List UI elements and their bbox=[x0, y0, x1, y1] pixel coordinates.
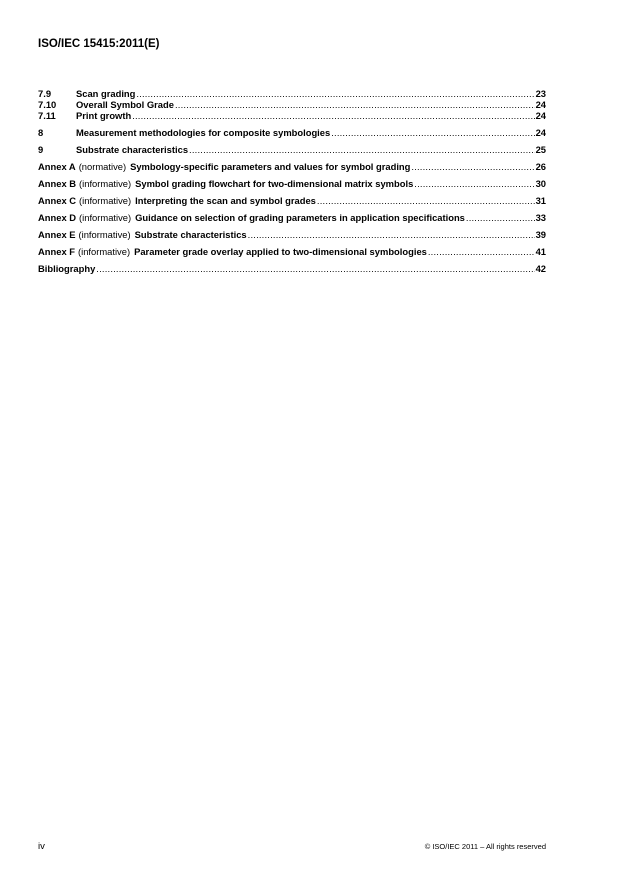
annex-label: Annex E bbox=[38, 229, 76, 240]
annex-page: 39 bbox=[535, 229, 546, 240]
toc-entry-page: 23 bbox=[535, 88, 546, 99]
annex-page: 26 bbox=[535, 161, 546, 172]
toc-entry[interactable] bbox=[38, 110, 546, 121]
annex-page: 30 bbox=[535, 178, 546, 189]
toc-entry-title: Scan grading bbox=[76, 88, 136, 99]
annex-label: Annex C bbox=[38, 195, 77, 206]
annex-title: Substrate characteristics bbox=[134, 229, 247, 240]
toc-entry-number: 7.9 bbox=[38, 88, 52, 99]
toc-entry-title: Print growth bbox=[76, 110, 132, 121]
toc-annex-entry[interactable] bbox=[38, 161, 546, 172]
annex-label: Annex A bbox=[38, 161, 76, 172]
annex-kind: (informative) bbox=[79, 178, 132, 189]
table-of-contents bbox=[38, 88, 546, 274]
toc-entry[interactable] bbox=[38, 88, 546, 99]
bibliography-page: 42 bbox=[535, 263, 546, 274]
toc-annex-entry[interactable] bbox=[38, 212, 546, 223]
toc-entry-title: Substrate characteristics bbox=[76, 144, 189, 155]
toc-entry-page: 24 bbox=[535, 110, 546, 121]
annex-title: Interpreting the scan and symbol grades bbox=[135, 195, 316, 206]
annex-kind: (normative) bbox=[78, 161, 127, 172]
toc-entry-title: Measurement methodologies for composite symbologies bbox=[76, 127, 331, 138]
dot-leader bbox=[414, 178, 534, 189]
toc-entry[interactable] bbox=[38, 127, 546, 138]
toc-entry-page: 24 bbox=[535, 99, 546, 110]
footer-copyright: © ISO/IEC 2011 – All rights reserved bbox=[424, 842, 546, 851]
dot-leader bbox=[136, 88, 534, 99]
toc-bibliography-entry[interactable] bbox=[38, 263, 546, 274]
annex-title: Parameter grade overlay applied to two-dimensional symbologies bbox=[134, 246, 427, 257]
toc-entry-title: Overall Symbol Grade bbox=[76, 99, 174, 110]
toc-entry-number: 7.10 bbox=[38, 99, 57, 110]
annex-kind: (informative) bbox=[77, 246, 131, 257]
annex-title: Symbology-specific parameters and values for symbol grading bbox=[130, 161, 411, 172]
toc-entry-page: 25 bbox=[535, 144, 546, 155]
annex-kind: (informative) bbox=[79, 212, 132, 223]
document-id-header: ISO/IEC 15415:2011(E) bbox=[38, 38, 160, 50]
toc-annex-entry[interactable] bbox=[38, 229, 546, 240]
dot-leader bbox=[189, 144, 535, 155]
toc-entry[interactable] bbox=[38, 144, 546, 155]
toc-annex-entry[interactable] bbox=[38, 178, 546, 189]
annex-kind: (informative) bbox=[79, 195, 132, 206]
dot-leader bbox=[96, 263, 534, 274]
annex-kind: (informative) bbox=[78, 229, 131, 240]
toc-entry-page: 24 bbox=[535, 127, 546, 138]
dot-leader bbox=[466, 212, 535, 223]
dot-leader bbox=[331, 127, 534, 138]
toc-annex-entry[interactable] bbox=[38, 195, 546, 206]
dot-leader bbox=[411, 161, 534, 172]
toc-entry-number: 7.11 bbox=[38, 110, 56, 121]
toc-entry-number: 9 bbox=[38, 144, 44, 155]
dot-leader bbox=[317, 195, 535, 206]
annex-page: 41 bbox=[535, 246, 546, 257]
bibliography-title: Bibliography bbox=[38, 263, 96, 274]
footer-page-number: iv bbox=[38, 841, 45, 852]
annex-page: 33 bbox=[535, 212, 546, 223]
annex-label: Annex B bbox=[38, 178, 77, 189]
annex-title: Symbol grading flowchart for two-dimensional matrix symbols bbox=[135, 178, 414, 189]
annex-page: 31 bbox=[535, 195, 546, 206]
dot-leader bbox=[248, 229, 535, 240]
dot-leader bbox=[428, 246, 535, 257]
annex-title: Guidance on selection of grading parameters in application specifications bbox=[135, 212, 465, 223]
annex-label: Annex F bbox=[38, 246, 75, 257]
toc-entry-number: 8 bbox=[38, 127, 44, 138]
toc-annex-entry[interactable] bbox=[38, 246, 546, 257]
toc-entry[interactable] bbox=[38, 99, 546, 110]
dot-leader bbox=[175, 99, 535, 110]
dot-leader bbox=[132, 110, 534, 121]
annex-label: Annex D bbox=[38, 212, 77, 223]
